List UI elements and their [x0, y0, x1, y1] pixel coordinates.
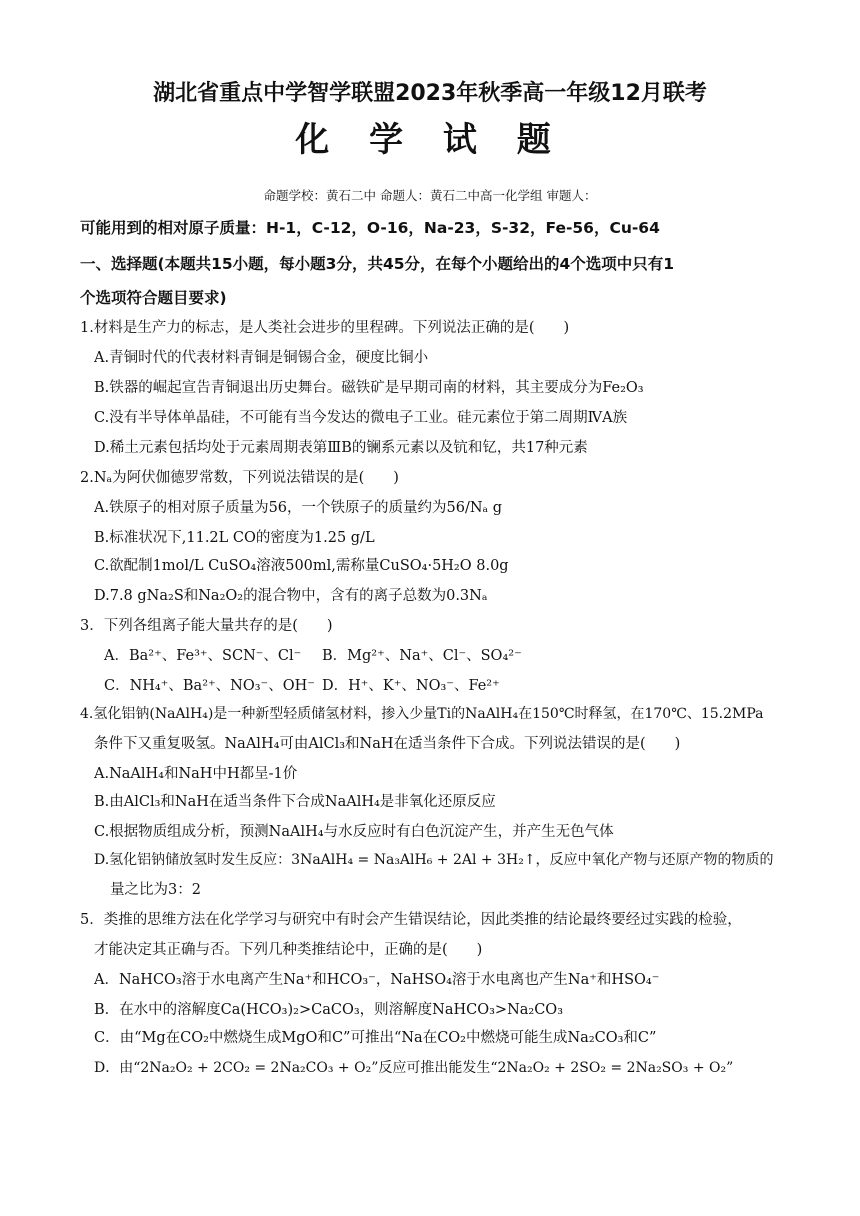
- atomic-masses: 可能用到的相对原子质量：H-1，C-12，O-16，Na-23，S-32，Fe-56，Cu-64: [80, 219, 660, 237]
- question-3-option-b: B．Mg²⁺、Na⁺、Cl⁻、SO₄²⁻: [322, 648, 522, 664]
- question-2-option-b: B.标准状况下,11.2L CO的密度为1.25 g/L: [94, 530, 375, 546]
- question-4-option-b: B.由AlCl₃和NaH在适当条件下合成NaAlH₄是非氧化还原反应: [94, 794, 496, 810]
- question-1-option-b: B.铁器的崛起宣告青铜退出历史舞台。磁铁矿是早期司南的材料，其主要成分为Fe₂O₃: [94, 380, 644, 396]
- question-5-option-c: C．由“Mg在CO₂中燃烧生成MgO和C”可推出“Na在CO₂中燃烧可能生成Na₂CO₃和C”: [94, 1030, 657, 1046]
- question-3-stem: 3．下列各组离子能大量共存的是( ): [80, 618, 333, 634]
- question-3-option-a: A．Ba²⁺、Fe³⁺、SCN⁻、Cl⁻: [104, 648, 302, 664]
- question-2-stem: 2.Nₐ为阿伏伽德罗常数，下列说法错误的是( ): [80, 470, 399, 486]
- question-4-option-d-cont: 量之比为3：2: [110, 882, 201, 898]
- question-4-stem-cont: 条件下又重复吸氢。NaAlH₄可由AlCl₃和NaH在适当条件下合成。下列说法错误的是( ): [94, 736, 681, 752]
- question-2-option-c: C.欲配制1mol/L CuSO₄溶液500ml,需称量CuSO₄·5H₂O 8.0g: [94, 558, 509, 574]
- question-5-option-d: D．由“2Na₂O₂ + 2CO₂ = 2Na₂CO₃ + O₂”反应可推出能发生“2Na₂O₂ + 2SO₂ = 2Na₂SO₃ + O₂”: [94, 1060, 734, 1076]
- question-5-stem-cont: 才能决定其正确与否。下列几种类推结论中，正确的是( ): [94, 942, 483, 958]
- exam-meta: 命题学校：黄石二中 命题人：黄石二中高一化学组 审题人：: [263, 188, 597, 203]
- question-5-option-a: A．NaHCO₃溶于水电离产生Na⁺和HCO₃⁻，NaHSO₄溶于水电离也产生Na⁺和HSO₄⁻: [94, 972, 660, 988]
- question-1-option-d: D.稀土元素包括均处于元素周期表第ⅢB的镧系元素以及钪和钇，共17种元素: [94, 440, 588, 456]
- exam-title: 湖北省重点中学智学联盟2023年秋季高一年级12月联考: [153, 81, 707, 106]
- subject-title: 化 学 试 题: [295, 120, 565, 160]
- question-5-stem: 5．类推的思维方法在化学学习与研究中有时会产生错误结论，因此类推的结论最终要经过实践的检验，: [80, 912, 742, 928]
- question-4-stem: 4.氢化铝钠(NaAlH₄)是一种新型轻质储氢材料，掺入少量Ti的NaAlH₄在150℃时释氢，在170℃、15.2MPa: [80, 706, 764, 722]
- question-5-option-b: B．在水中的溶解度Ca(HCO₃)₂>CaCO₃，则溶解度NaHCO₃>Na₂CO₃: [94, 1002, 564, 1018]
- question-3-option-d: D．H⁺、K⁺、NO₃⁻、Fe²⁺: [322, 678, 500, 694]
- section-heading-cont: 个选项符合题目要求): [80, 289, 227, 307]
- question-1-option-a: A.青铜时代的代表材料青铜是铜锡合金，硬度比铜小: [94, 350, 429, 366]
- question-4-option-a: A.NaAlH₄和NaH中H都呈-1价: [94, 766, 298, 782]
- question-1-stem: 1.材料是生产力的标志，是人类社会进步的里程碑。下列说法正确的是( ): [80, 320, 570, 336]
- question-3-option-c: C．NH₄⁺、Ba²⁺、NO₃⁻、OH⁻: [104, 678, 315, 694]
- question-2-option-a: A.铁原子的相对原子质量为56，一个铁原子的质量约为56/Nₐ g: [94, 500, 503, 516]
- question-4-option-d: D.氢化铝钠储放氢时发生反应：3NaAlH₄ = Na₃AlH₆ + 2Al + 3H₂↑，反应中氧化产物与还原产物的物质的: [94, 852, 774, 868]
- question-1-option-c: C.没有半导体单晶硅，不可能有当今发达的微电子工业。硅元素位于第二周期ⅣA族: [94, 410, 628, 426]
- section-heading: 一、选择题(本题共15小题，每小题3分，共45分，在每个小题给出的4个选项中只有1: [80, 255, 675, 273]
- question-2-option-d: D.7.8 gNa₂S和Na₂O₂的混合物中，含有的离子总数为0.3Nₐ: [94, 588, 488, 604]
- question-4-option-c: C.根据物质组成分析，预测NaAlH₄与水反应时有白色沉淀产生，并产生无色气体: [94, 824, 614, 840]
